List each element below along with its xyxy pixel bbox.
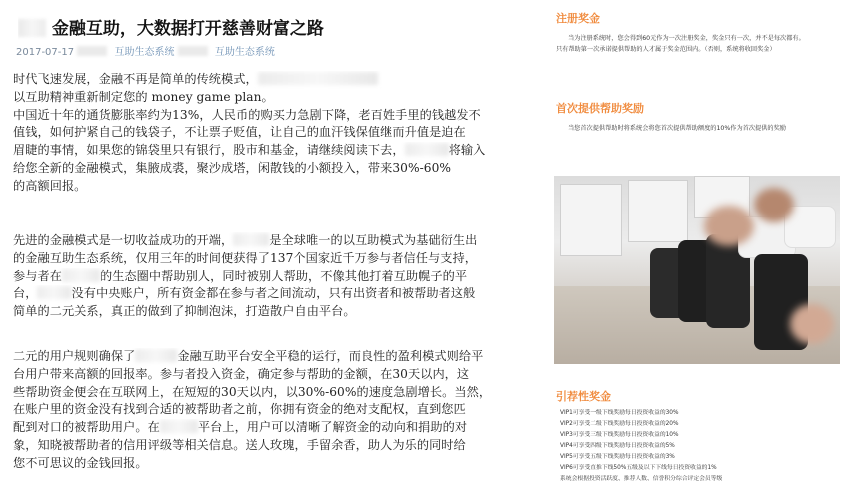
blurred-face: [790, 304, 834, 344]
text-line: 给您全新的金融模式，集腋成裘，聚沙成塔，闲散钱的小额投入，带来30%-60%: [13, 160, 452, 175]
article-date: 2017-07-17: [16, 47, 75, 58]
section-title-first-help: 首次提供帮助奖励: [556, 102, 644, 115]
referral-line: VIP4可享受四级下线奖励每日投资收益的5%: [560, 443, 675, 449]
text-line: 以互助精神重新制定您的 money game plan。: [13, 89, 274, 104]
text-line: 台，: [13, 286, 38, 301]
first-help-text: 当您首次提供帮助时将系统会将您首次提供帮助额度的10%作为首次提供的奖励: [568, 125, 786, 132]
article-title-text: 金融互助，大数据打开慈善财富之路: [51, 19, 324, 39]
referral-line: VIP2可享受二级下线奖励每日投资收益的20%: [560, 421, 679, 427]
redacted-mark: [37, 286, 71, 299]
registration-text-2: 只有帮助第一次承诺提供帮助的人才属于奖金范围内。（否则，系统将收回奖金）: [556, 46, 776, 53]
text-line: 金融互助平台安全平稳的运行，而良性的盈利模式则给平: [177, 349, 484, 363]
article-paragraph-2: [13, 232, 525, 321]
text-line: 您不可思议的金钱回报。: [13, 455, 148, 470]
registration-text-1: 当为注册系统时，您会得到60元作为一次注册奖金，奖金只有一次，并不是每次都有。: [568, 35, 805, 42]
article-title: [18, 14, 518, 40]
article-paragraph-3: [13, 348, 525, 473]
referral-line: VIP3可享受三级下线奖励每日投资收益的10%: [560, 432, 679, 438]
text-line: 中国近十年的通货膨胀率约为13%，人民币的购买力急剧下降，老百姓手里的钱越发不: [13, 107, 481, 122]
text-line: 在账户里的资金没有找到合适的被帮助者之前，你拥有资金的绝对支配权，直到您匹: [13, 402, 466, 417]
referral-line: VIP1可享受一级下线奖励每日投资收益的30%: [560, 410, 679, 416]
redacted-mark: [178, 46, 208, 56]
promo-sidebar: [548, 0, 848, 498]
section-title-registration: 注册奖金: [556, 12, 600, 25]
redacted-mark: [160, 420, 198, 433]
text-line: 简单的二元关系，真正的做到了抑制泡沫，打造散户自由平台。: [13, 304, 356, 319]
article-tag-2[interactable]: 互助生态系统: [214, 47, 275, 58]
redacted-mark: [18, 19, 46, 37]
text-line: 台用户带来高额的回报率。参与者投入资金，确定参与帮助的金额，在30天以内，这: [13, 366, 470, 381]
text-line: 象，知晓被帮助者的信用评级等相关信息。送人玫瑰，手留余香，助人为乐的同时给: [13, 437, 466, 452]
text-line: 的金融互助生态系统，仅用三年的时间便获得了137个国家近千万参与者信任与支持，: [13, 250, 477, 265]
redacted-mark: [405, 143, 449, 156]
promo-photo: [554, 176, 840, 364]
blurred-face: [754, 188, 794, 222]
article-tag-1[interactable]: 互助生态系统: [114, 47, 175, 58]
text-line: 将输入: [448, 143, 486, 158]
text-line: 的高额回报。: [13, 178, 87, 193]
text-line: 时代飞速发展，金融不再是简单的传统模式，: [13, 72, 258, 86]
text-line: 配到对口的被帮助用户。在: [13, 420, 160, 435]
text-line: 没有中央账户，所有资金都在参与者之间流动，只有出资者和被帮助者这般: [71, 286, 476, 301]
text-line: 值钱，如何护紧自己的钱袋子，不让票子贬值，让自己的血汗钱保值继而升值是迫在: [13, 125, 466, 140]
text-line: 参与者在: [13, 268, 62, 283]
referral-line: VIP5可享受五级下线奖励每日投资收益的3%: [560, 454, 675, 460]
text-line: 平台上，用户可以清晰了解资金的动向和捐助的对: [197, 420, 468, 435]
referral-line: VIP6可享受直推下线50%五级及以下下线每日投资收益的1%: [560, 465, 717, 471]
wall-panel: [628, 180, 688, 242]
redacted-mark: [77, 46, 107, 56]
redacted-mark: [135, 349, 177, 362]
redacted-mark: [233, 233, 269, 246]
text-line: 眉睫的事情，如果您的锦袋里只有银行，股市和基金，请继续阅读下去，: [13, 143, 405, 158]
text-line: 是全球唯一的以互助模式为基础衍生出: [269, 233, 478, 247]
article-meta: [16, 43, 275, 58]
redacted-mark: [258, 72, 378, 85]
text-line: 先进的金融模式是一切收益成功的开端，: [13, 233, 234, 247]
text-line: 些帮助资金便会在互联网上，在短短的30天以内，以30%-60%的速度急剧增长。当然，: [13, 384, 492, 399]
blurred-face: [704, 206, 754, 246]
redacted-mark: [62, 269, 100, 282]
section-title-referral: 引荐性奖金: [556, 390, 611, 403]
text-line: 二元的用户规则确保了: [13, 349, 136, 363]
referral-line: 系统会根据投资活跃度、推荐人数、信誉积分综合评定会员等级: [560, 476, 723, 482]
wall-panel: [560, 184, 622, 256]
article-paragraph-1: [13, 71, 525, 196]
text-line: 的生态圈中帮助别人，同时被别人帮助，不像其他打着互助幌子的平: [99, 268, 468, 283]
